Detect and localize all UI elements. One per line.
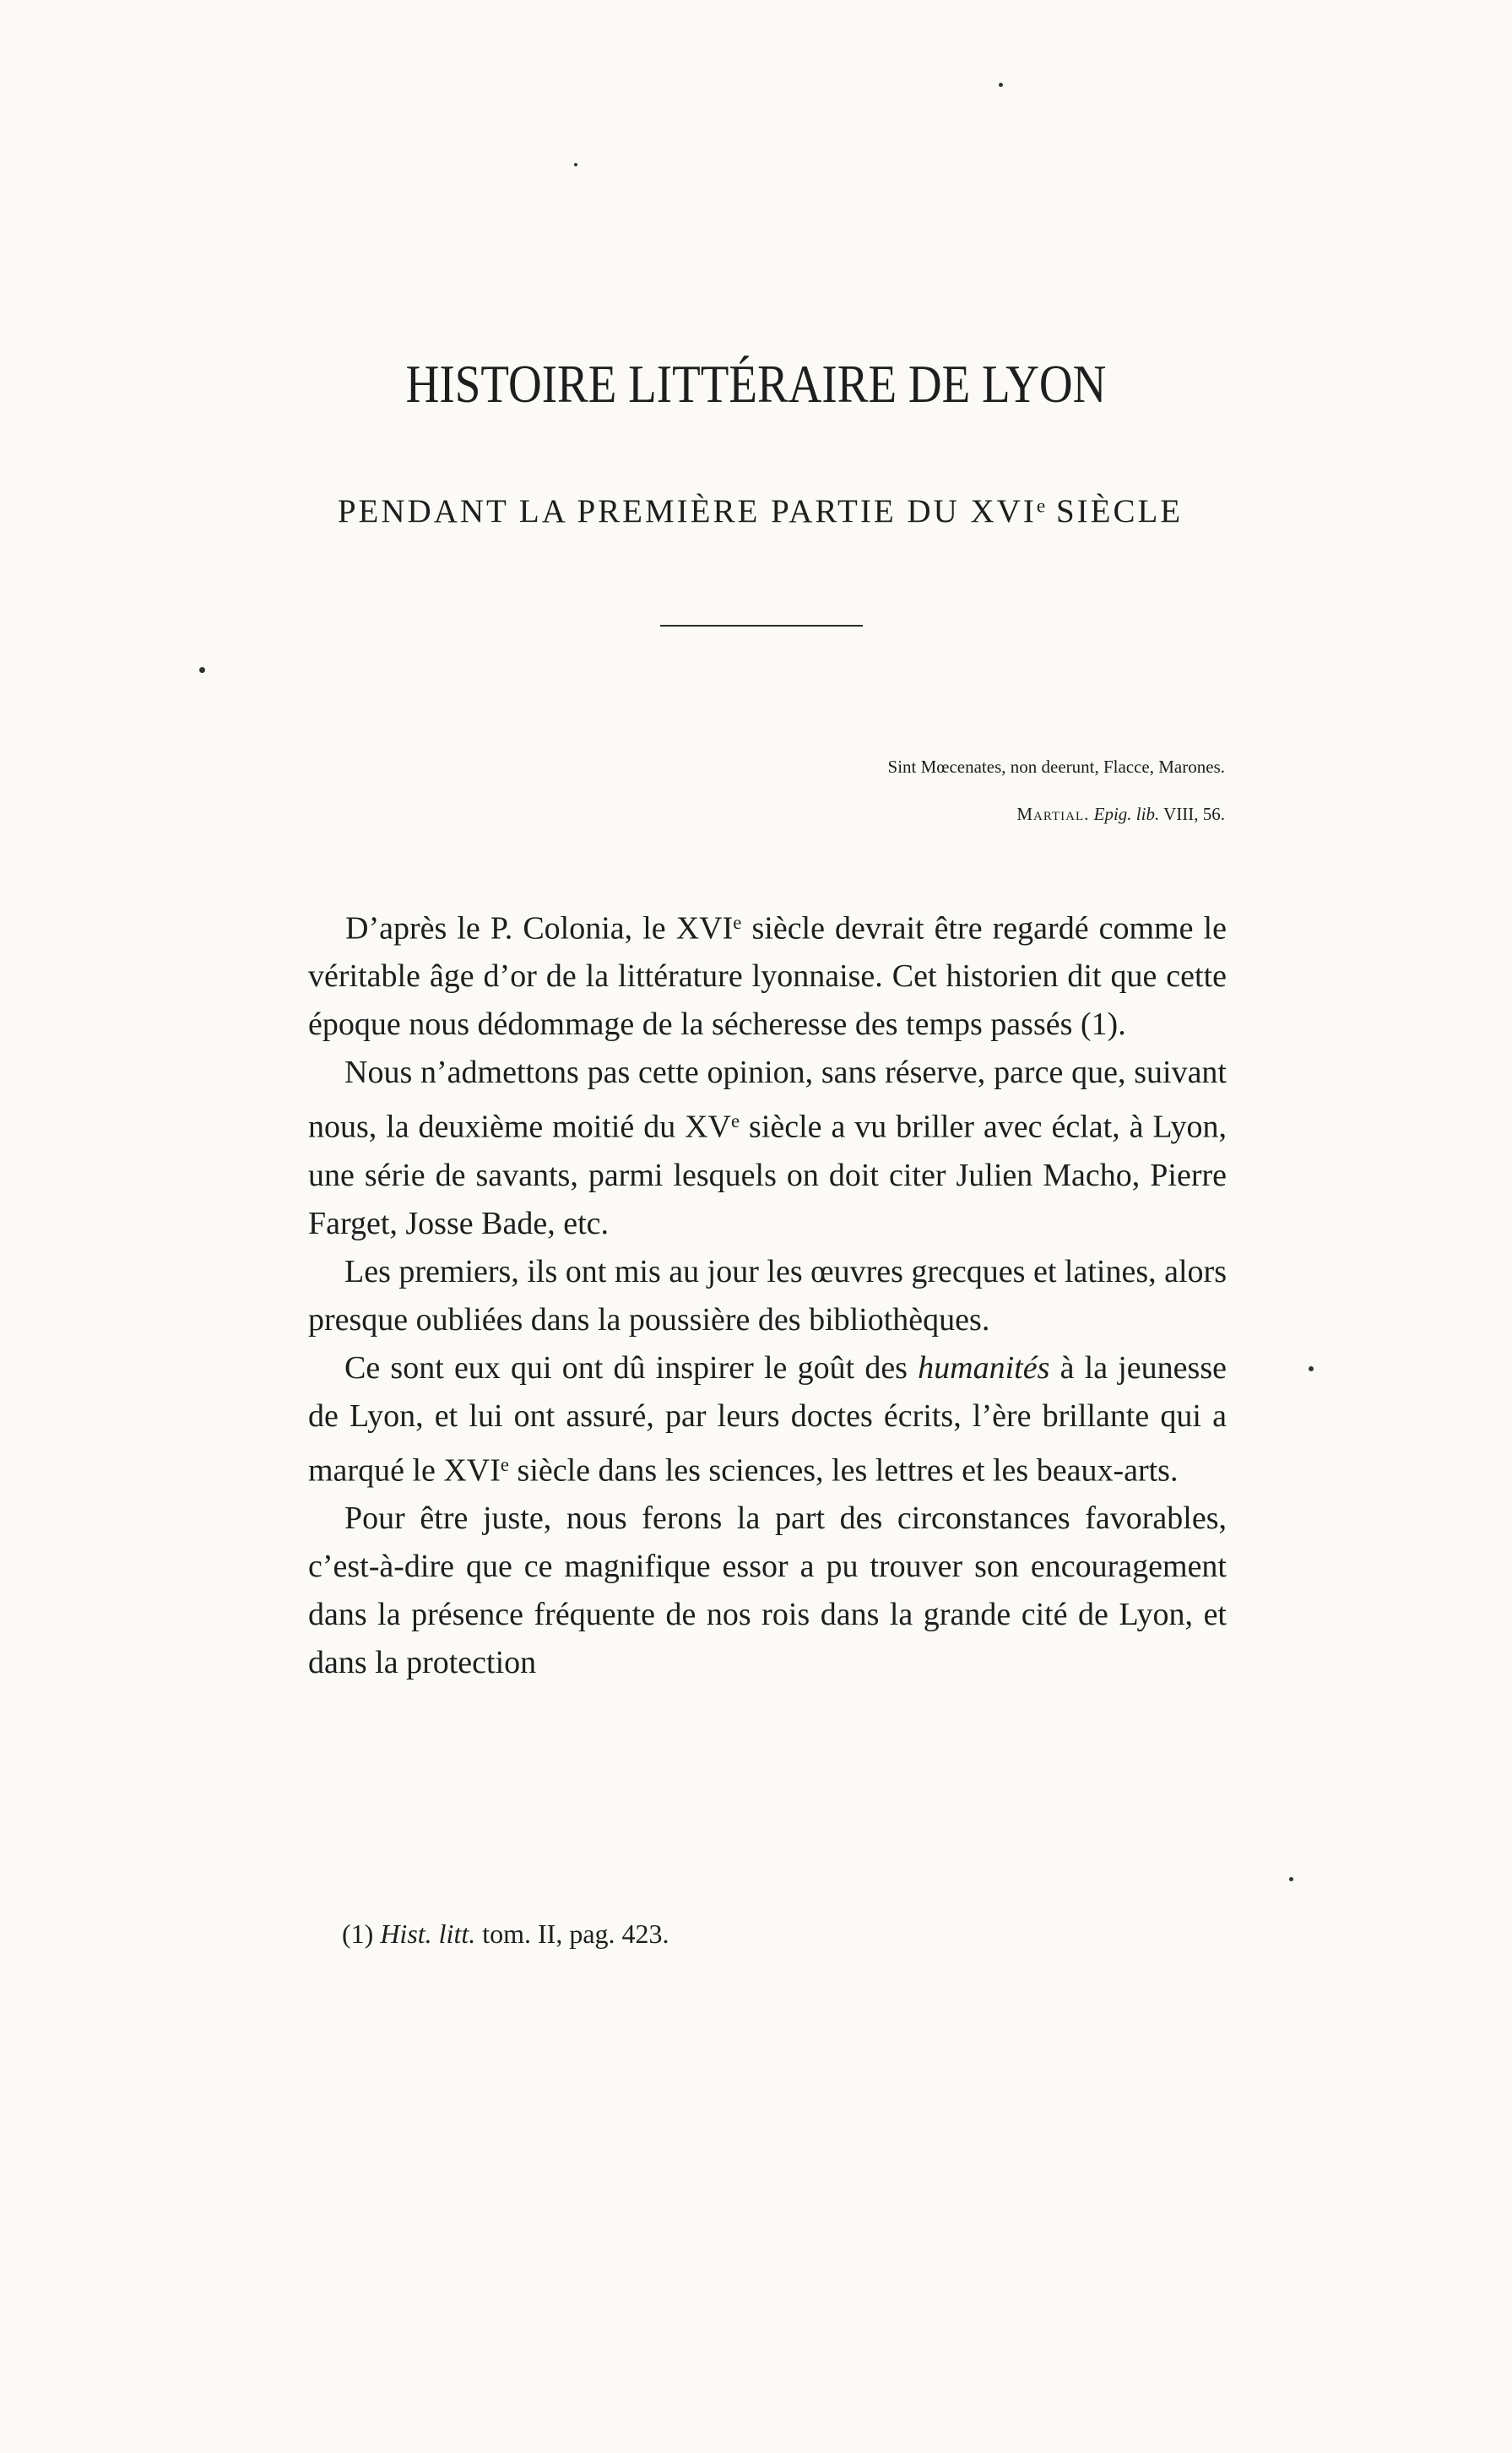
footnote-work: Hist. litt. — [380, 1918, 476, 1949]
paragraph-1-text-a: D’après le P. Colonia, le XVI — [345, 910, 734, 947]
paragraph-4-superscript: e — [500, 1453, 510, 1475]
epigraph-quote: Sint Mœcenates, non deerunt, Flacce, Marones. — [887, 757, 1225, 777]
paragraph-3: Les premiers, ils ont mis au jour les œuvres grecques et latines, alors presque oubliées dans la poussière des bibliothèques. — [308, 1253, 1227, 1338]
paper-speck — [999, 83, 1003, 87]
subtitle-end: SIÈCLE — [1045, 493, 1184, 529]
body-text — [308, 898, 1227, 1687]
paragraph-2-superscript: e — [731, 1110, 740, 1132]
paper-speck — [1289, 1877, 1293, 1881]
page-title: HISTOIRE LITTÉRAIRE DE LYON — [405, 354, 1107, 414]
paragraph-4 — [308, 1344, 1227, 1495]
paragraph-2-text-a: Nous n’admettons pas cette opinion, sans réserve, parce que, suivant nous, la deuxième moitié du XV — [308, 1055, 1227, 1145]
epigraph-work: Epig. lib. — [1093, 804, 1160, 824]
paragraph-4-emphasis: humanités — [918, 1349, 1050, 1386]
paragraph-1-text-b: siècle devrait être regardé comme le véritable âge d’or de la littérature lyonnaise. Cet historien dit que cette époque nous dédommage de la sécheresse des temps passés (1). — [308, 910, 1227, 1043]
paragraph-1 — [308, 898, 1227, 1049]
epigraph — [888, 743, 1225, 838]
epigraph-attribution — [888, 790, 1225, 838]
page-subtitle — [0, 492, 1512, 530]
paragraph-2 — [308, 1049, 1227, 1247]
paragraph-2-text-b: siècle a vu briller avec éclat, à Lyon, une série de savants, parmi lesquels on doit citer Julien Macho, Pierre Farget, Josse Bade, etc. — [308, 1109, 1227, 1241]
paper-speck — [199, 667, 205, 673]
subtitle-superscript: e — [1036, 495, 1046, 518]
footnote — [342, 1918, 669, 1950]
subtitle-main: PENDANT LA PREMIÈRE PARTIE DU XVI — [337, 493, 1037, 529]
paragraph-4-text-c: siècle dans les sciences, les lettres et les beaux-arts. — [509, 1452, 1179, 1489]
title-divider — [660, 625, 863, 627]
epigraph-author: Martial. — [1016, 804, 1090, 824]
paragraph-4-text-a: Ce sont eux qui ont dû inspirer le goût des — [344, 1349, 919, 1386]
paper-speck — [1309, 1366, 1314, 1371]
footnote-reference: tom. II, pag. 423. — [482, 1918, 669, 1949]
paper-speck — [574, 163, 577, 166]
epigraph-reference: VIII, 56. — [1163, 804, 1225, 824]
paragraph-4-text-b: à la jeunesse de Lyon, et lui ont assuré, par leurs doctes écrits, l’ère brillante qui a marqué le XVI — [308, 1349, 1227, 1489]
footnote-marker: (1) — [342, 1918, 374, 1949]
paragraph-5: Pour être juste, nous ferons la part des circonstances favorables, c’est-à-dire que ce magnifique essor a pu trouver son encouragement dans la présence fréquente de nos rois dans la grande cité de Lyon, et dans la protection — [308, 1501, 1227, 1681]
paragraph-1-superscript: e — [733, 912, 742, 933]
